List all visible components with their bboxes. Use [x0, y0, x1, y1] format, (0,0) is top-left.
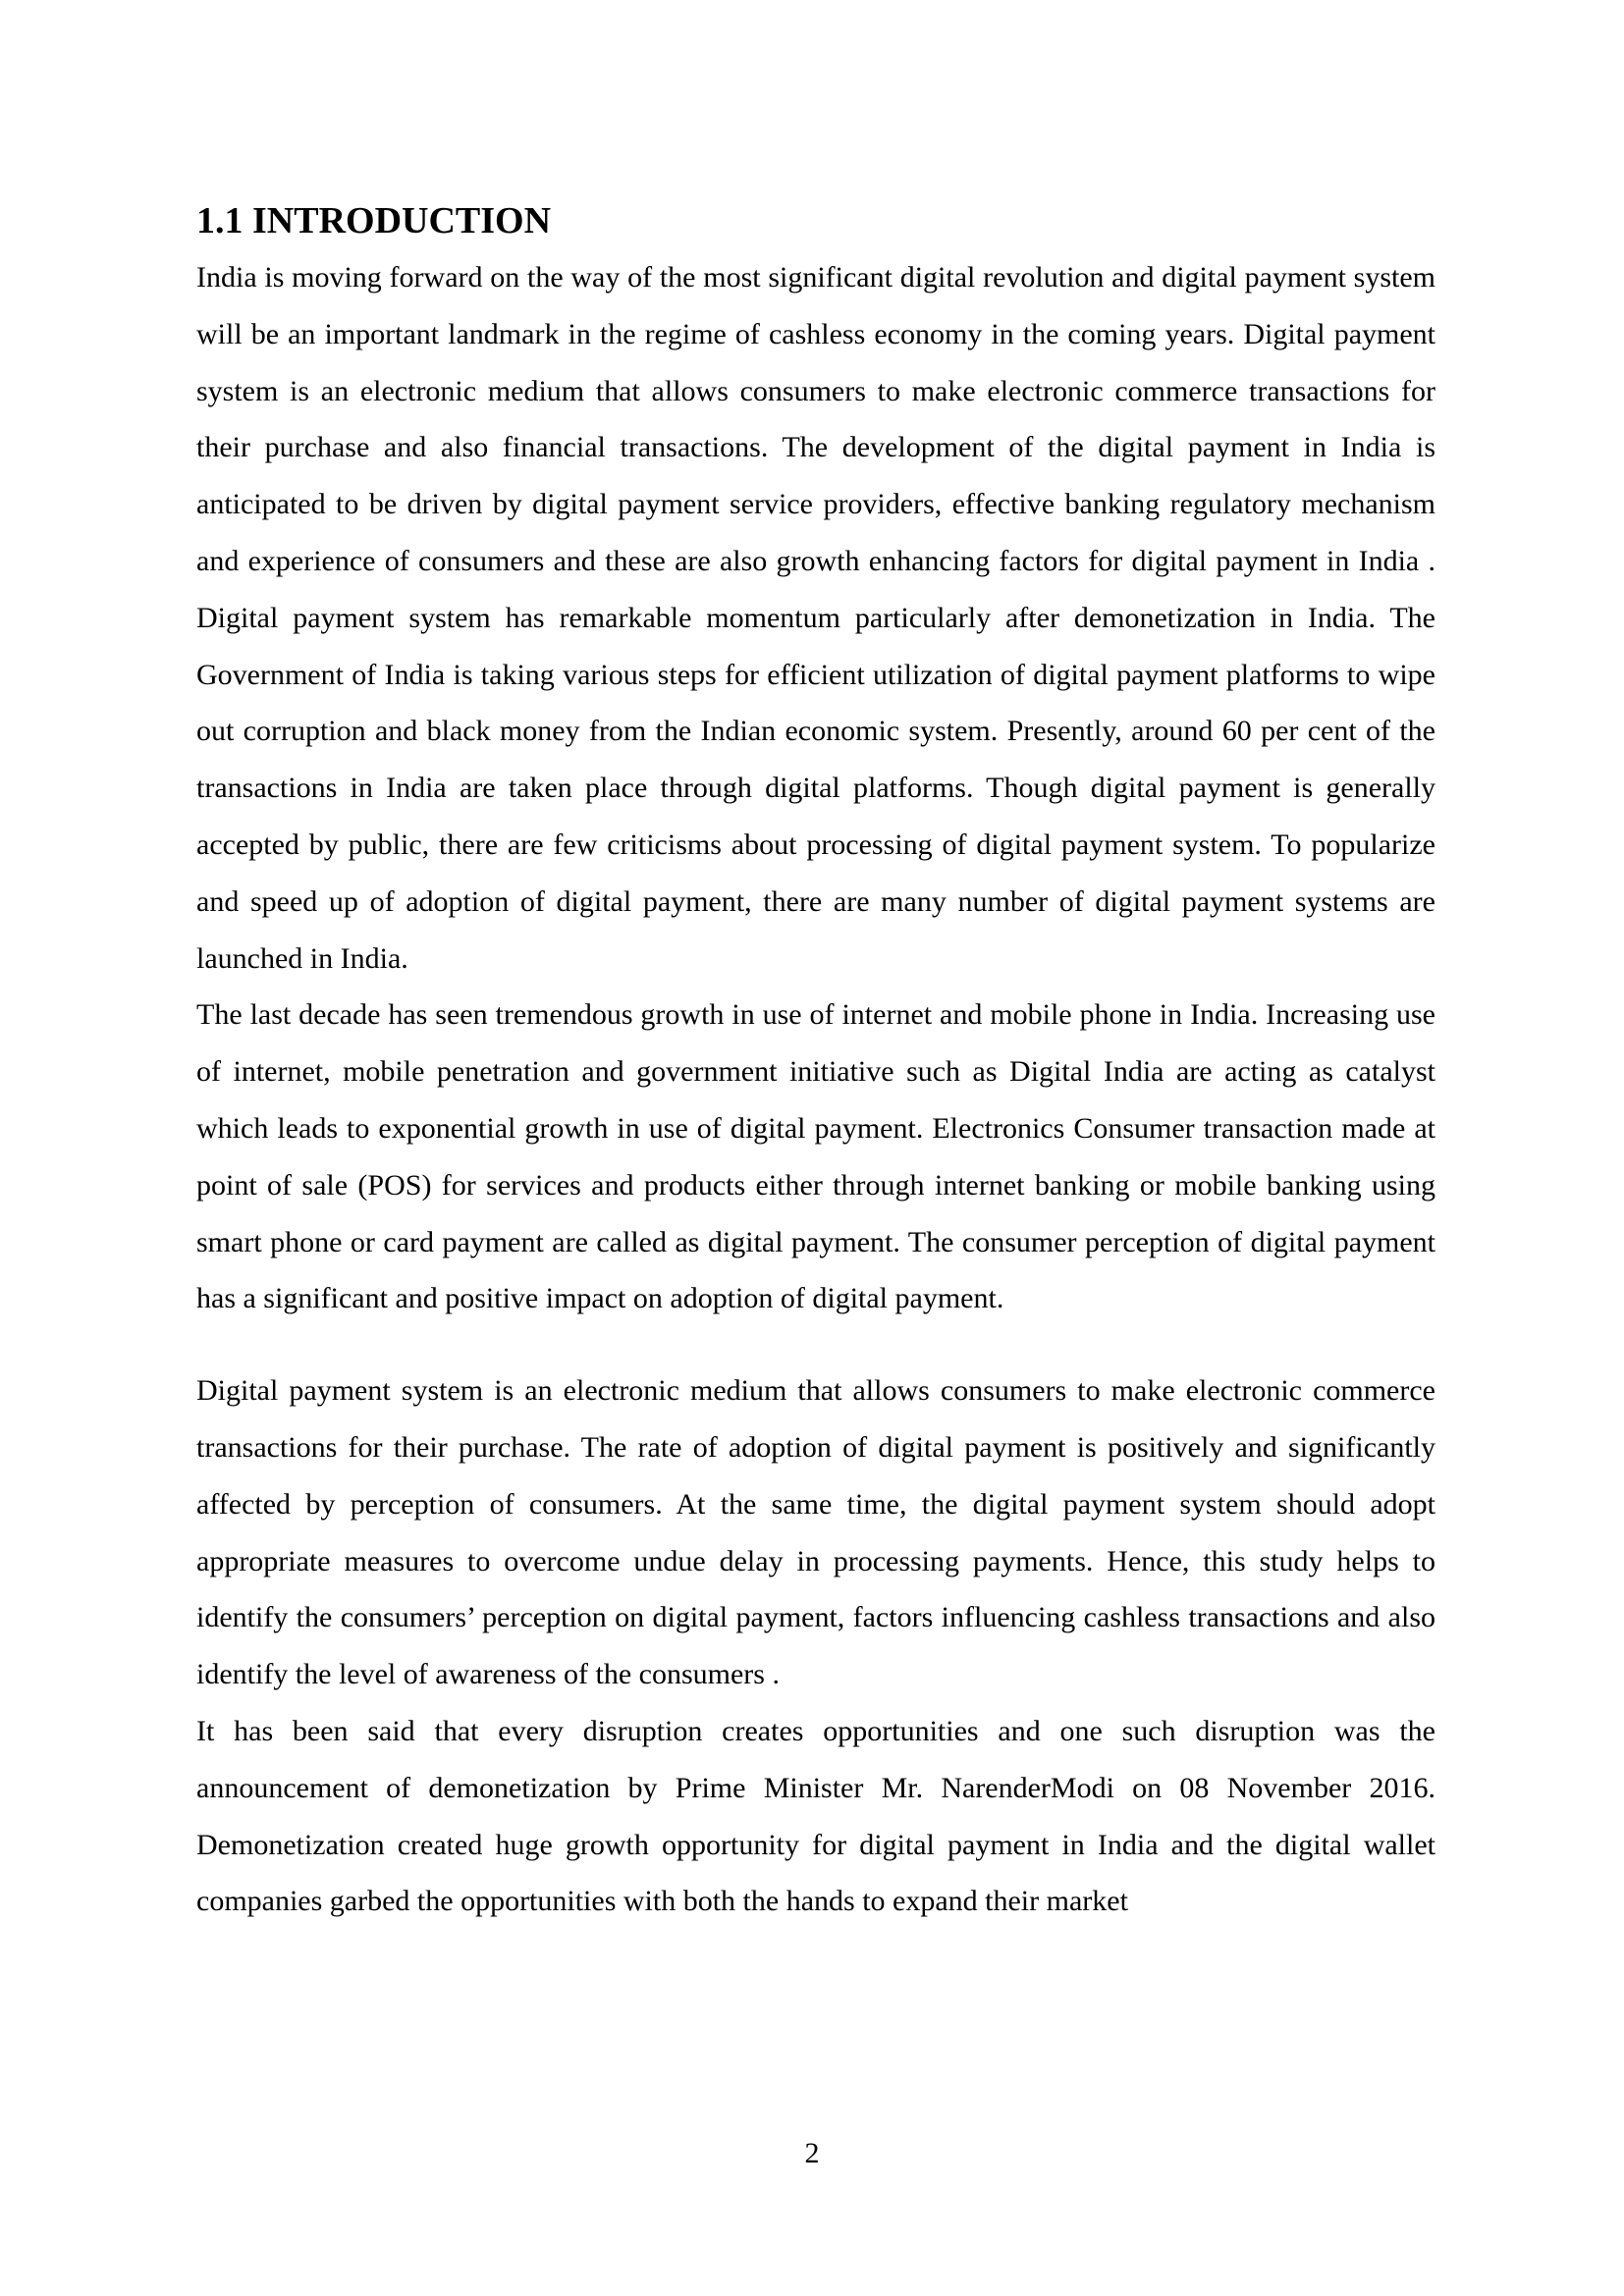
section-heading: 1.1 INTRODUCTION	[196, 200, 552, 241]
paragraph-intro: India is moving forward on the way of the most significant digital revolution and digital payment system will be an important landmark in the regime of cashless economy in the coming years. Digital payment system is an electronic medium that allows consumers to make electronic commerce transactions for their purchase and also financial transactions. The development of the digital payment in India is anticipated to be driven by digital payment service providers, effective banking regulatory mechanism and experience of consumers and these are also growth enhancing factors for digital payment in India . Digital payment system has remarkable momentum particularly after demonetization in India. The Government of India is taking various steps for efficient utilization of digital payment platforms to wipe out corruption and black money from the Indian economic system. Presently, around 60 per cent of the transactions in India are taken place through digital platforms. Though digital payment is generally accepted by public, there are few criticisms about processing of digital payment system. To popularize and speed up of adoption of digital payment, there are many number of digital payment systems are launched in India.	[196, 261, 1435, 975]
paragraph-growth: The last decade has seen tremendous growth in use of internet and mobile phone in India. Increasing use of internet, mobile penetration and government initiative such as Digital India are acting as catalyst which leads to exponential growth in use of digital payment. Electronics Consumer transaction made at point of sale (POS) for services and products either through internet banking or mobile banking using smart phone or card payment are called as digital payment. The consumer perception of digital payment has a significant and positive impact on adoption of digital payment.	[196, 998, 1435, 1315]
page-number: 2	[804, 2137, 820, 2169]
page-content	[196, 196, 1435, 1930]
paragraph-perception: Digital payment system is an electronic medium that allows consumers to make electronic commerce transactions for their purchase. The rate of adoption of digital payment is positively and significantly affected by perception of consumers. At the same time, the digital payment system should adopt appropriate measures to overcome undue delay in processing payments. Hence, this study helps to identify the consumers’ perception on digital payment, factors influencing cashless transactions and also identify the level of awareness of the consumers .	[196, 1374, 1435, 1691]
paragraph-demonetization: It has been said that every disruption creates opportunities and one such disruption was the announcement of demonetization by Prime Minister Mr. NarenderModi on 08 November 2016. Demonetization created huge growth opportunity for digital payment in India and the digital wallet companies garbed the opportunities with both the hands to expand their market	[196, 1714, 1435, 1918]
